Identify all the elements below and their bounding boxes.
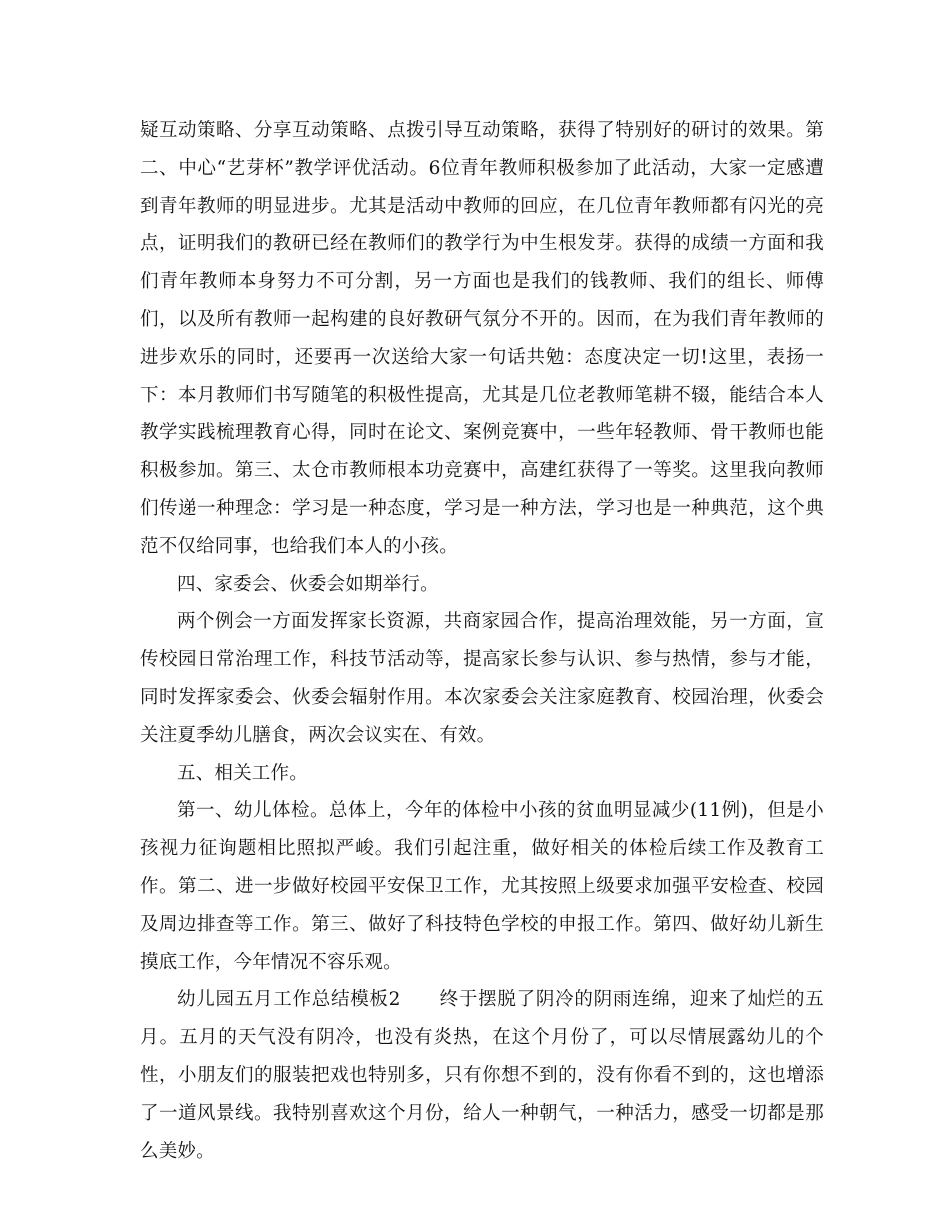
paragraph-may-summary: 幼儿园五月工作总结模板2 终于摆脱了阴冷的阴雨连绵，迎来了灿烂的五月。五月的天气没有阴冷，也没有炎热，在这个月份了，可以尽情展露幼儿的个性，小朋友们的服装把戏也特别多，只有你想不到的，没有你看不到的，这也增添了一道风景线。我特别喜欢这个月份，给人一种朝气，一种活力，感受一切都是那么美妙。 xyxy=(140,989,824,1162)
paragraph-related-work: 第一、幼儿体检。总体上，今年的体检中小孩的贫血明显减少(11例)，但是小孩视力征询题相比照拟严峻。我们引起注重，做好相关的体检后续工作及教育工作。第二、进一步做好校园平安保卫工作，尤其按照上级要求加强平安检查、校园及周边排查等工作。第三、做好了科技特色学校的申报工作。第四、做好幼儿新生摸底工作，今年情况不容乐观。 xyxy=(140,800,824,973)
paragraph-education-results: 疑互动策略、分享互动策略、点拨引导互动策略，获得了特别好的研讨的效果。第二、中心“艺芽杯”教学评优活动。6位青年教师积极参加了此活动，大家一定感遭到青年教师的明显进步。尤其是活动中教师的回应，在几位青年教师都有闪光的亮点，证明我们的教研已经在教师们的教学行为中生根发芽。获得的成绩一方面和我们青年教师本身努力不可分割，另一方面也是我们的钱教师、我们的组长、师傅们，以及所有教师一起构建的良好教研气氛分不开的。因而，在为我们青年教师的进步欢乐的同时，还要再一次送给大家一句话共勉：态度决定一切!这里，表扬一下：本月教师们书写随笔的积极性提高，尤其是几位老教师笔耕不辍，能结合本人教学实践梳理教育心得，同时在论文、案例竞赛中，一些年轻教师、骨干教师也能积极参加。第三、太仓市教师根本功竞赛中，高建红获得了一等奖。这里我向教师们传递一种理念：学习是一种态度，学习是一种方法，学习也是一种典范，这个典范不仅给同事，也给我们本人的小孩。 xyxy=(140,120,824,557)
heading-parent-committee: 四、家委会、伙委会如期举行。 xyxy=(177,573,439,595)
paragraph-parent-committee: 两个例会一方面发挥家长资源，共商家园合作，提高治理效能，另一方面，宣传校园日常治理工作，科技节活动等，提高家长参与认识、参与热情，参与才能，同时发挥家委会、伙委会辐射作用。本次家委会关注家庭教育、校园治理，伙委会关注夏季幼儿膳食，两次会议实在、有效。 xyxy=(140,611,824,746)
document-body xyxy=(140,112,824,1170)
heading-related-work: 五、相关工作。 xyxy=(177,762,308,784)
